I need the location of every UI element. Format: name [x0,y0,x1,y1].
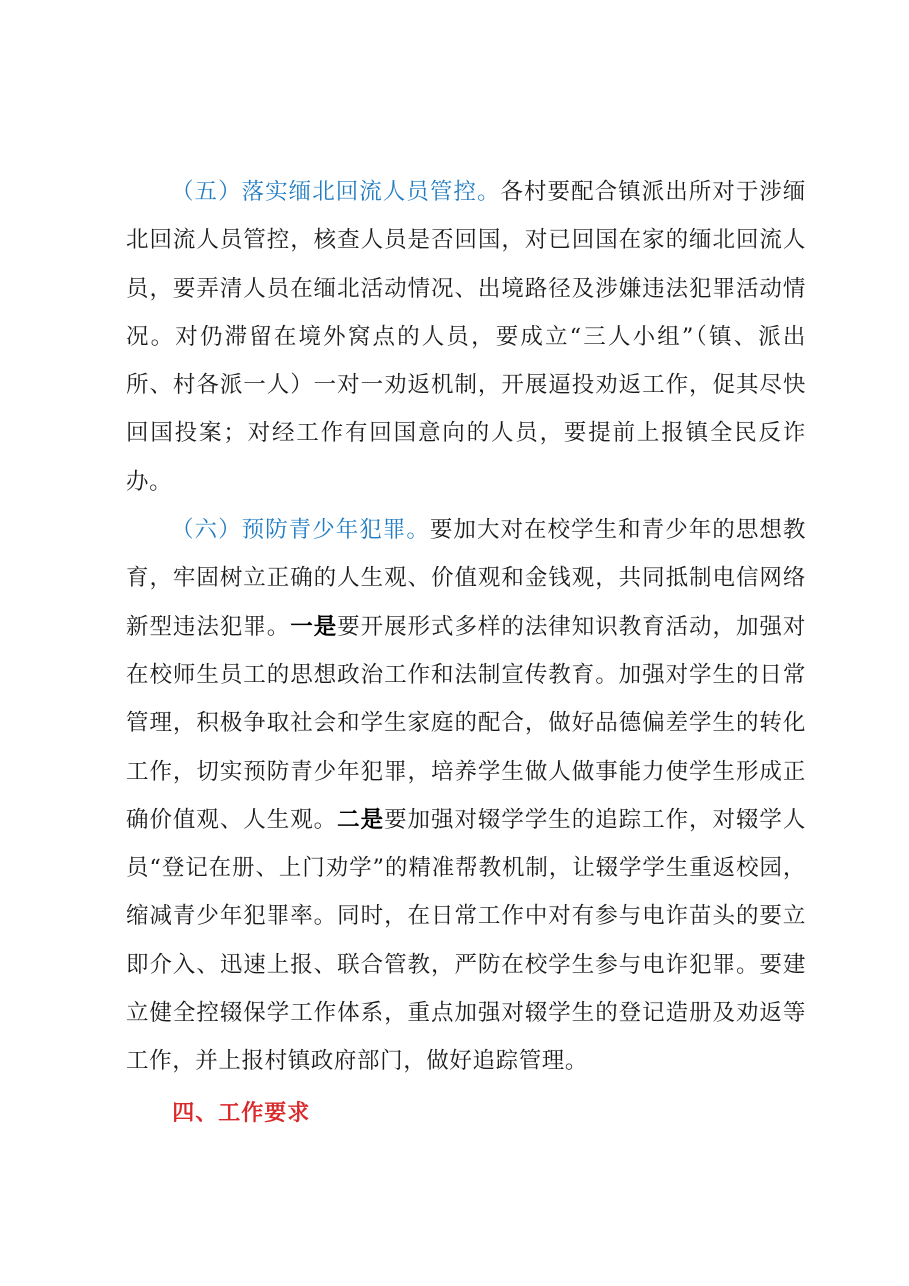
point-2-label: 二是 [337,806,385,833]
paragraph-section-5 [126,168,806,506]
section-5-title: （五）落实缅北回流人员管控。 [171,179,501,205]
point-2-text: 要加强对辍学学生的追踪工作，对辍学人员“登记在册、上门劝学”的精准帮教机制，让辍学学生重返校园，缩减青少年犯罪率。同时，在日常工作中对有参与电诈苗头的要立即介入、迅速上报、联合管教，严防在校学生参与电诈犯罪。要建立健全控辍保学工作体系，重点加强对辍学生的登记造册及劝返等工作，并上报村镇政府部门，做好追踪管理。 [126,806,806,1075]
point-1-label: 一是 [290,613,338,640]
paragraph-section-6 [126,506,806,1086]
section-heading-work-requirements: 四、工作要求 [172,1100,311,1126]
section-6-intro: 要加大对在校学生和青少年的思想教育，牢固树立正确的人生观、价值观和金钱观，共同抵制电信网络新型违法犯罪。 [126,517,806,640]
section-6-title: （六）预防青少年犯罪。 [171,517,430,544]
point-1-text: 要开展形式多样的法律知识教育活动，加强对在校师生员工的思想政治工作和法制宣传教育。加强对学生的日常管理，积极争取社会和学生家庭的配合，做好品德偏差学生的转化工作，切实预防青少年犯罪，培养学生做人做事能力使学生形成正确价值观、人生观。 [126,613,806,833]
section-5-body: 各村要配合镇派出所对于涉缅北回流人员管控，核查人员是否回国，对已回国在家的缅北回流人员，要弄清人员在缅北活动情况、出境路径及涉嫌违法犯罪活动情况。对仍滞留在境外窝点的人员，要成立“三人小组”（镇、派出所、村各派一人）一对一劝返机制，开展逼投劝返工作，促其尽快回国投案；对经工作有回国意向的人员，要提前上报镇全民反诈办。 [126,179,806,495]
document-body [126,168,806,1138]
